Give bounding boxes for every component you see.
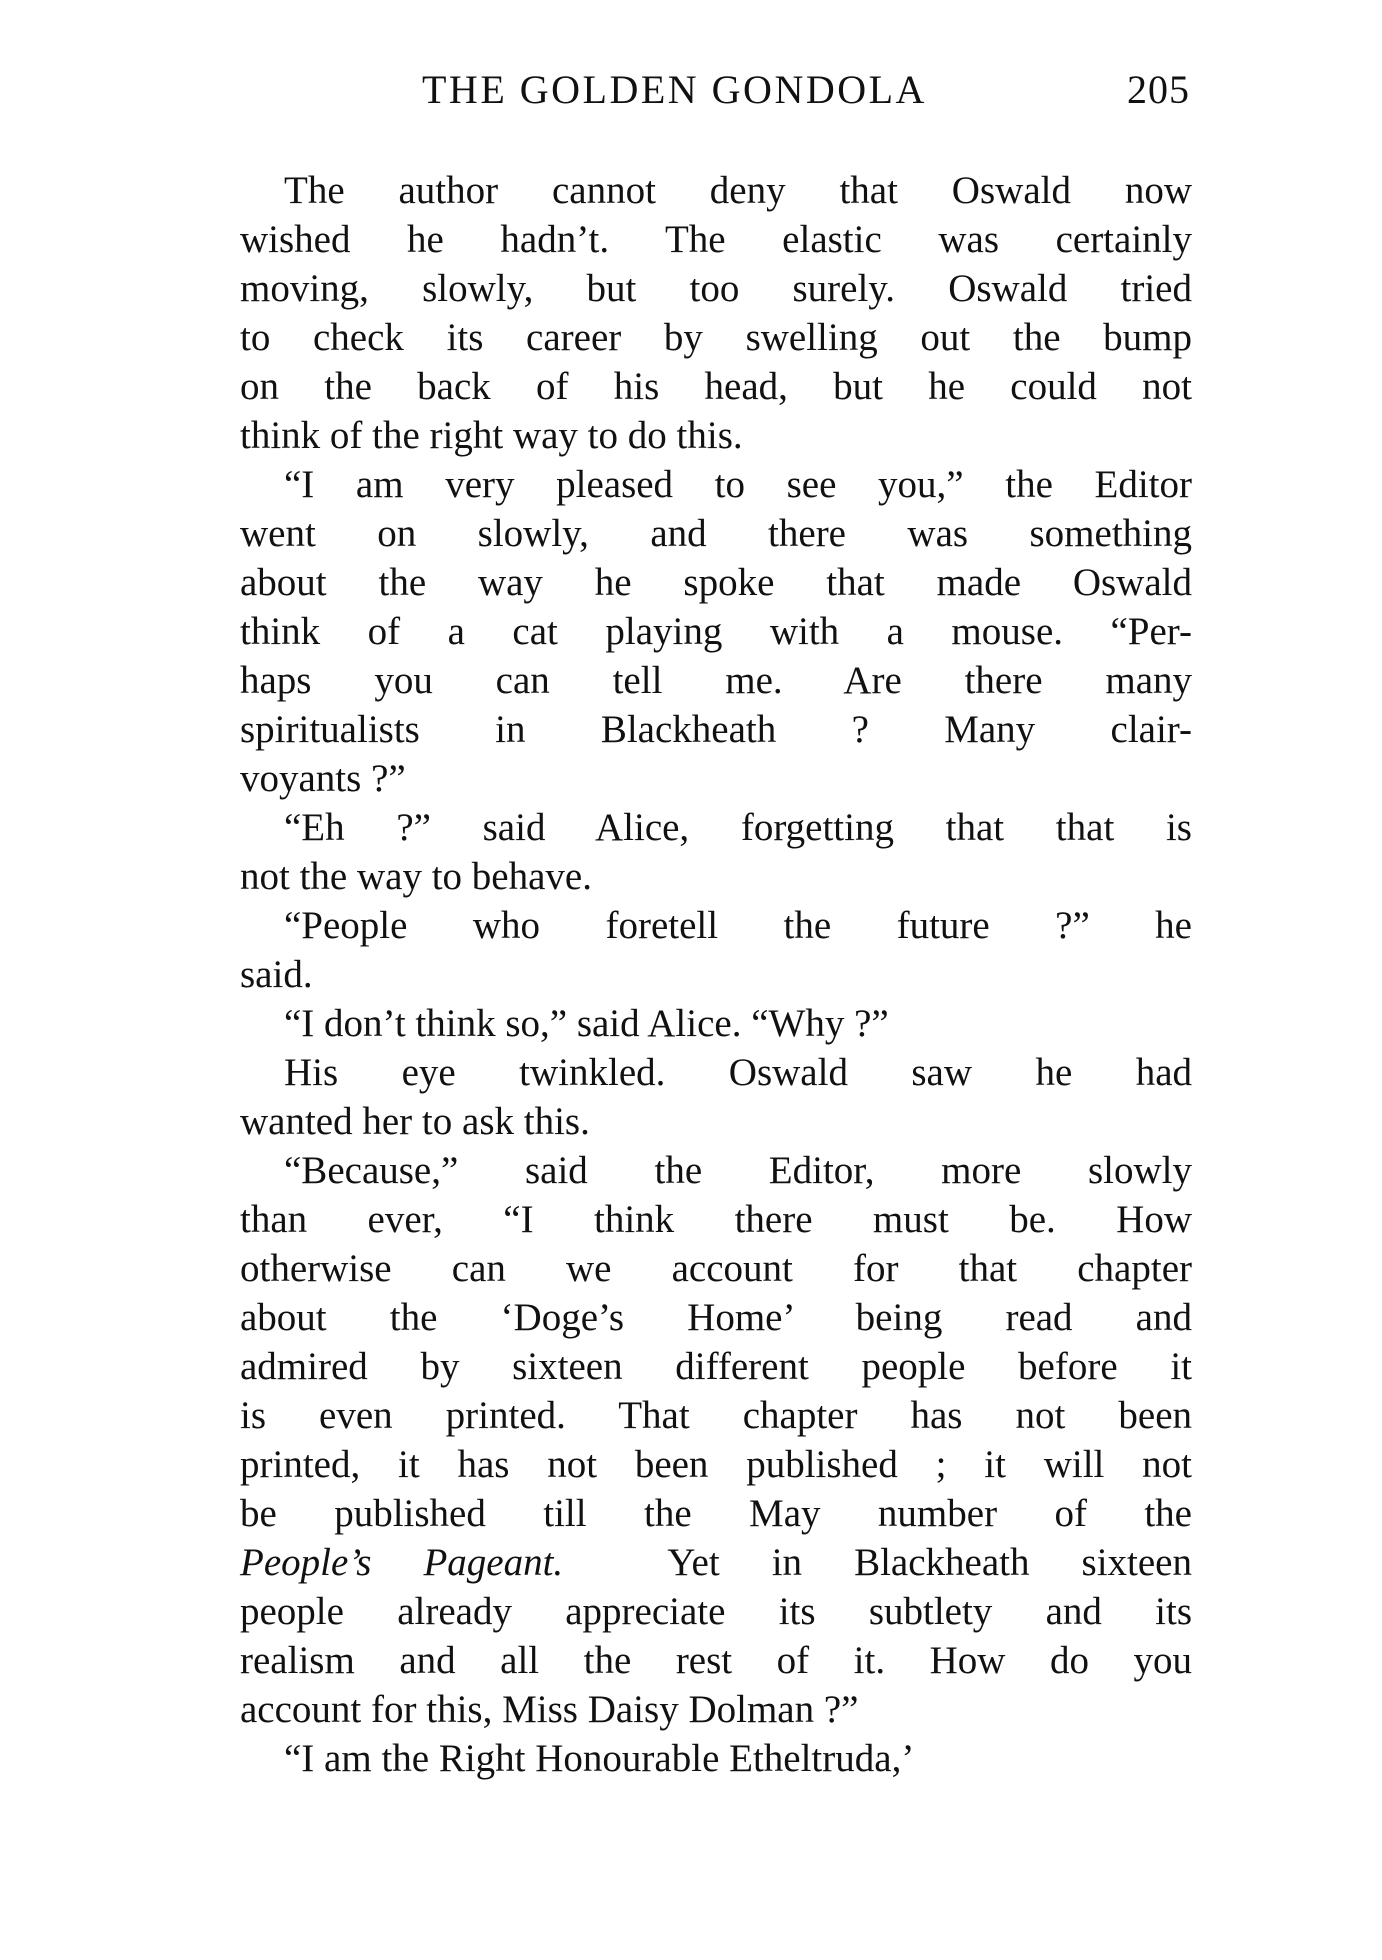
- text-line: otherwise can we account for that chapter: [240, 1247, 1192, 1290]
- text-line: wished he hadn’t. The elastic was certainly: [240, 218, 1192, 261]
- text-line: voyants ?”: [240, 757, 406, 800]
- text-line: than ever, “I think there must be. How: [240, 1198, 1192, 1241]
- page-number: 205: [1127, 67, 1190, 112]
- text-line: “I am the Right Honourable Etheltruda,’: [284, 1737, 915, 1780]
- italic-title: People’s Pageant.: [240, 1541, 564, 1584]
- text-line: on the back of his head, but he could not: [240, 365, 1192, 408]
- text-line: admired by sixteen different people before it: [240, 1345, 1192, 1388]
- text-line: “I don’t think so,” said Alice. “Why ?”: [284, 1002, 889, 1045]
- text-line: haps you can tell me. Are there many: [240, 659, 1192, 702]
- text-line: His eye twinkled. Oswald saw he had: [284, 1051, 1192, 1094]
- text-line: think of the right way to do this.: [240, 414, 743, 457]
- text-line: “Eh ?” said Alice, forgetting that that is: [284, 806, 1192, 849]
- body-text: [240, 166, 1192, 1783]
- text-line: moving, slowly, but too surely. Oswald tried: [240, 267, 1192, 310]
- text-line-remainder: Yet in Blackheath sixteen: [667, 1541, 1192, 1584]
- text-line: said.: [240, 953, 313, 996]
- text-line: The author cannot deny that Oswald now: [284, 169, 1192, 212]
- text-line: people already appreciate its subtlety and its: [240, 1590, 1192, 1633]
- text-line: about the ‘Doge’s Home’ being read and: [240, 1296, 1192, 1339]
- text-line: “Because,” said the Editor, more slowly: [284, 1149, 1192, 1192]
- text-line: realism and all the rest of it. How do you: [240, 1639, 1192, 1682]
- text-line-with-italic-title: [240, 1538, 1192, 1587]
- text-line: wanted her to ask this.: [240, 1100, 590, 1143]
- text-line: “People who foretell the future ?” he: [284, 904, 1192, 947]
- text-line: to check its career by swelling out the bump: [240, 316, 1192, 359]
- text-line: be published till the May number of the: [240, 1492, 1192, 1535]
- text-line: think of a cat playing with a mouse. “Per-: [240, 610, 1192, 653]
- text-line: spiritualists in Blackheath ? Many clair-: [240, 708, 1192, 751]
- text-line: printed, it has not been published ; it will not: [240, 1443, 1192, 1486]
- text-line: went on slowly, and there was something: [240, 512, 1192, 555]
- text-line: “I am very pleased to see you,” the Editor: [284, 463, 1192, 506]
- running-title: THE GOLDEN GONDOLA: [422, 67, 927, 112]
- page-header: [240, 66, 1190, 126]
- text-line: account for this, Miss Daisy Dolman ?”: [240, 1688, 859, 1731]
- text-line: is even printed. That chapter has not been: [240, 1394, 1192, 1437]
- text-line: not the way to behave.: [240, 855, 592, 898]
- text-line: about the way he spoke that made Oswald: [240, 561, 1192, 604]
